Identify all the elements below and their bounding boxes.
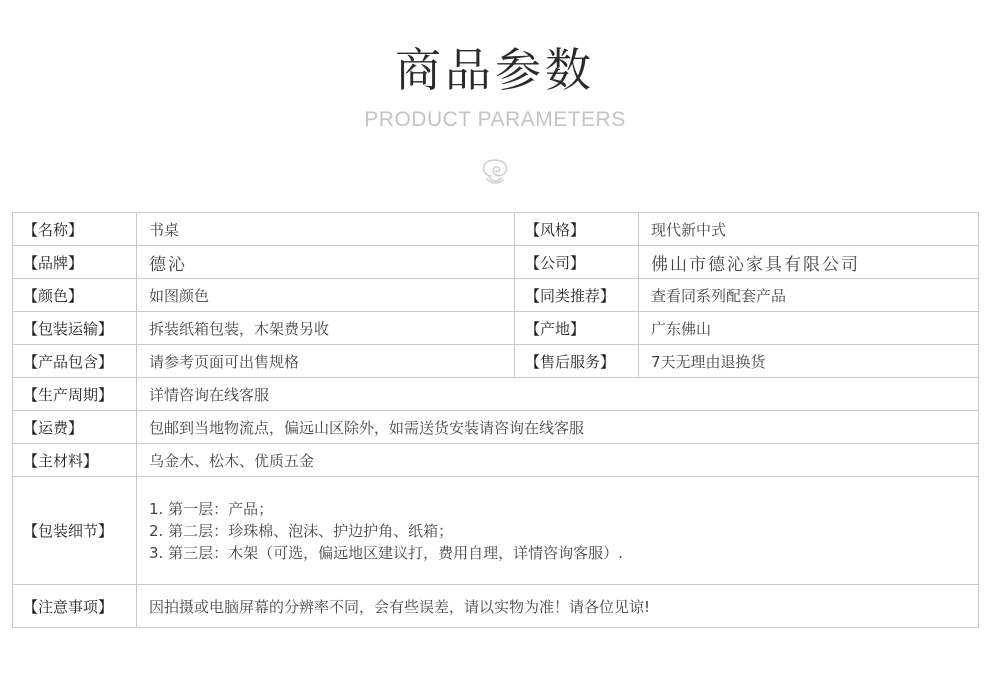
param-value: 查看同系列配套产品 <box>639 279 979 312</box>
param-value: 如图颜色 <box>137 279 515 312</box>
swirl-ornament-icon <box>478 156 512 184</box>
packing-line: 1. 第一层：产品； <box>149 499 274 518</box>
param-value: 德沁 <box>137 246 515 279</box>
param-label: 【主材料】 <box>13 444 137 477</box>
param-label: 【产地】 <box>515 312 639 345</box>
packing-line: 3. 第三层：木架（可选，偏远地区建议打，费用自理，详情咨询客服）. <box>149 543 623 562</box>
param-value: 因拍摄或电脑屏幕的分辨率不同，会有些误差，请以实物为准！请各位见谅! <box>137 585 979 628</box>
param-row-material <box>13 444 979 477</box>
param-label: 【注意事项】 <box>13 585 137 628</box>
page-title: 商品参数 <box>395 43 595 97</box>
param-value: 7天无理由退换货 <box>639 345 979 378</box>
param-value: 请参考页面可出售规格 <box>137 345 515 378</box>
param-value: 详情咨询在线客服 <box>137 378 979 411</box>
product-parameters-table <box>12 212 979 628</box>
param-label: 【风格】 <box>515 213 639 246</box>
packing-details-value <box>137 477 979 585</box>
param-value: 乌金木、松木、优质五金 <box>137 444 979 477</box>
param-label: 【包装细节】 <box>13 477 137 585</box>
param-row-freight <box>13 411 979 444</box>
param-label: 【同类推荐】 <box>515 279 639 312</box>
param-row-shipping-pack <box>13 312 979 345</box>
param-label: 【售后服务】 <box>515 345 639 378</box>
param-label: 【生产周期】 <box>13 378 137 411</box>
param-row-color <box>13 279 979 312</box>
param-label: 【品牌】 <box>13 246 137 279</box>
param-value: 书桌 <box>137 213 515 246</box>
param-row-packing-details <box>13 477 979 585</box>
param-row-name <box>13 213 979 246</box>
param-value: 现代新中式 <box>639 213 979 246</box>
param-label: 【产品包含】 <box>13 345 137 378</box>
param-value: 包邮到当地物流点，偏远山区除外，如需送货安装请咨询在线客服 <box>137 411 979 444</box>
param-row-notice <box>13 585 979 628</box>
page-header <box>0 0 990 210</box>
param-label: 【公司】 <box>515 246 639 279</box>
param-label: 【运费】 <box>13 411 137 444</box>
param-row-contents <box>13 345 979 378</box>
param-value: 拆装纸箱包装，木架费另收 <box>137 312 515 345</box>
param-value: 佛山市德沁家具有限公司 <box>639 246 979 279</box>
packing-line: 2. 第二层：珍珠棉、泡沫、护边护角、纸箱； <box>149 521 454 540</box>
param-row-production-cycle <box>13 378 979 411</box>
param-label: 【名称】 <box>13 213 137 246</box>
page-subtitle: PRODUCT PARAMETERS <box>364 108 626 131</box>
param-label: 【颜色】 <box>13 279 137 312</box>
param-label: 【包装运输】 <box>13 312 137 345</box>
param-row-brand <box>13 246 979 279</box>
param-value: 广东佛山 <box>639 312 979 345</box>
